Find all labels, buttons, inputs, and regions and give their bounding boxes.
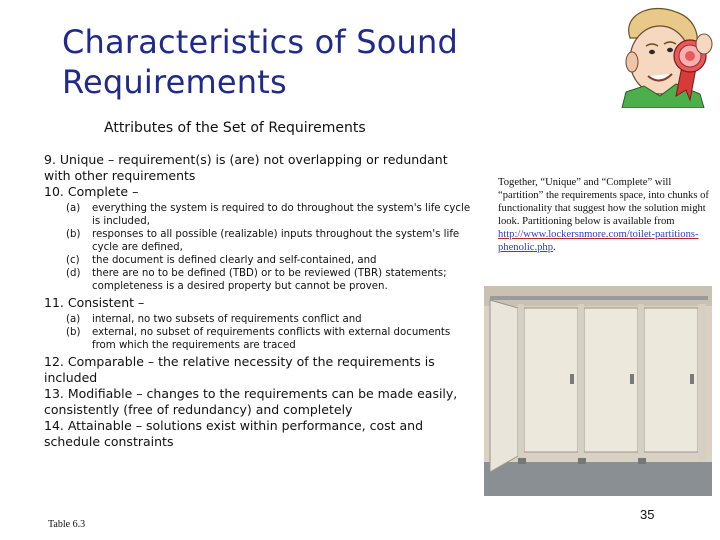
sub-label: (b) [66, 229, 81, 240]
side-note [498, 176, 714, 254]
consistent-sublist [66, 313, 474, 352]
sub-label: (a) [66, 314, 81, 325]
list-item [66, 228, 474, 254]
item-complete: 10. Complete – [44, 184, 139, 199]
toilet-partitions-photo [484, 286, 712, 496]
list-item [66, 202, 474, 228]
sub-label: (b) [66, 327, 81, 338]
sub-label: (d) [66, 268, 81, 279]
complete-sublist [66, 202, 474, 293]
side-note-end: . [553, 242, 556, 253]
sub-label: (a) [66, 203, 81, 214]
side-note-text: Together, “Unique” and “Complete” will “partition” the requirements space, into chunks of functionality that suggest how the solution might look. Partitioning below is available from [498, 177, 709, 227]
sub-label: (c) [66, 255, 80, 266]
list-item [66, 254, 474, 267]
item-consistent: 11. Consistent – [44, 295, 145, 310]
requirements-list [44, 152, 474, 450]
title-line-2: Requirements [62, 63, 287, 101]
partitions-link[interactable]: http://www.lockersnmore.com/toilet-partitions-phenolic.php [498, 229, 699, 253]
list-item [66, 326, 474, 352]
item-comparable: 12. Comparable – the relative necessity of the requirements is included [44, 354, 435, 385]
item-attainable: 14. Attainable – solutions exist within performance, cost and schedule constraints [44, 418, 424, 449]
item-modifiable: 13. Modifiable – changes to the requirements can be made easily, consistently (free of redundancy) and completely [44, 386, 458, 417]
sub-text: responses to all possible (realizable) inputs throughout the system's life cycle are defined, [92, 229, 460, 253]
person-with-ribbon-icon [608, 4, 716, 108]
list-item [66, 313, 474, 326]
sub-text: there are no to be defined (TBD) or to be reviewed (TBR) statements; completeness is a desired property but cannot be proven. [92, 268, 447, 292]
title-line-1: Characteristics of Sound [62, 23, 459, 61]
page-number: 35 [640, 507, 655, 522]
sub-text: everything the system is required to do throughout the system's life cycle is included, [92, 203, 471, 227]
table-reference: Table 6.3 [48, 519, 86, 530]
sub-text: internal, no two subsets of requirements conflict and [92, 314, 362, 325]
item-unique: 9. Unique – requirement(s) is (are) not overlapping or redundant with other requirements [44, 152, 448, 183]
sub-text: external, no subset of requirements conflicts with external documents from which the requirements are traced [92, 327, 451, 351]
list-item [66, 267, 474, 293]
sub-text: the document is defined clearly and self-contained, and [92, 255, 377, 266]
slide-subtitle: Attributes of the Set of Requirements [104, 120, 366, 136]
slide-title [62, 22, 502, 102]
